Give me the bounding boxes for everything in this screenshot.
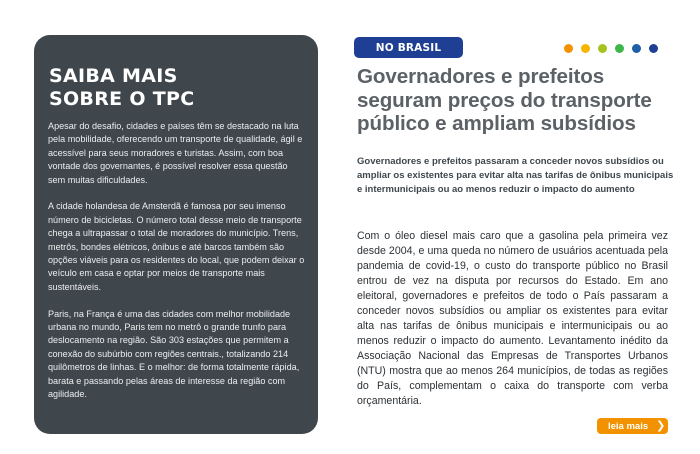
sidebar-title-line1: SAIBA MAIS <box>49 65 178 87</box>
info-sidebar <box>34 35 318 434</box>
read-more-button[interactable] <box>597 418 668 434</box>
color-dot-4 <box>615 44 624 53</box>
color-dots <box>564 44 658 53</box>
read-more-label: leia mais <box>608 420 649 432</box>
article-body: Com o óleo diesel mais caro que a gasolina pela primeira vez desde 2004, e uma queda no número de usuários acentuada pela pandemia de covid-19, o custo do transporte público no Brasil entrou de vez na disputa por recursos do Estado. Em ano eleitoral, governadores e prefeitos de todo o País passaram a conceder novos subsídios ou ampliar os existentes para evitar alta nas tarifas de ônibus municipais e intermunicipais ou ao menos reduzir o impacto do aumento. Levantamento inédito da Associação Nacional das Empresas de Transportes Urbanos (NTU) mostra que ao menos 264 municípios, de todas as regiões do País, complementam o caixa do transporte com verba orçamentária. <box>357 230 668 407</box>
color-dot-6 <box>649 44 658 53</box>
article-headline: Governadores e prefeitos seguram preços do transporte público e ampliam subsídios <box>357 65 652 135</box>
sidebar-body <box>48 120 306 402</box>
section-badge: NO BRASIL <box>354 37 463 58</box>
sidebar-paragraph-3: Paris, na França é uma das cidades com melhor mobilidade urbana no mundo, Paris tem no metrô o grande trunfo para deslocamento na região. São 303 estações que permitem a conexão do subúrbio com regiões centrais., totalizando 214 quilômetros de linhas. E o melhor: de forma totalmente rápida, barata e passando pelas áreas de interesse da região com agilidade. <box>48 308 300 400</box>
color-dot-1 <box>564 44 573 53</box>
color-dot-3 <box>598 44 607 53</box>
sidebar-title-line2: SOBRE O TPC <box>49 88 195 110</box>
color-dot-2 <box>581 44 590 53</box>
article-lead: Governadores e prefeitos passaram a conceder novos subsídios ou ampliar os existentes para evitar alta nas tarifas de ônibus municipais e intermunicipais ou ao menos reduzir o impacto do aumento <box>357 156 674 195</box>
sidebar-paragraph-2: A cidade holandesa de Amsterdã é famosa por seu imenso número de bicicletas. O número total desse meio de transporte chega a ultrapassar o total de moradores do município. Trens, metrôs, bondes elétricos, ônibus e até barcos também são opções viáveis para os residentes do local, que podem deixar o veículo em casa e optar por meios de transporte mais sustentáveis. <box>48 201 305 292</box>
chevron-right-icon: ❯ <box>656 419 666 432</box>
sidebar-title <box>49 65 306 111</box>
sidebar-paragraph-1: Apesar do desafio, cidades e países têm se destacado na luta pela mobilidade, oferecendo um transporte de qualidade, ágil e acessível para seus moradores e turistas. Assim, com boa vontade dos governantes, é possível resolver essa questão sem muitas dificuldades. <box>48 121 303 185</box>
color-dot-5 <box>632 44 641 53</box>
